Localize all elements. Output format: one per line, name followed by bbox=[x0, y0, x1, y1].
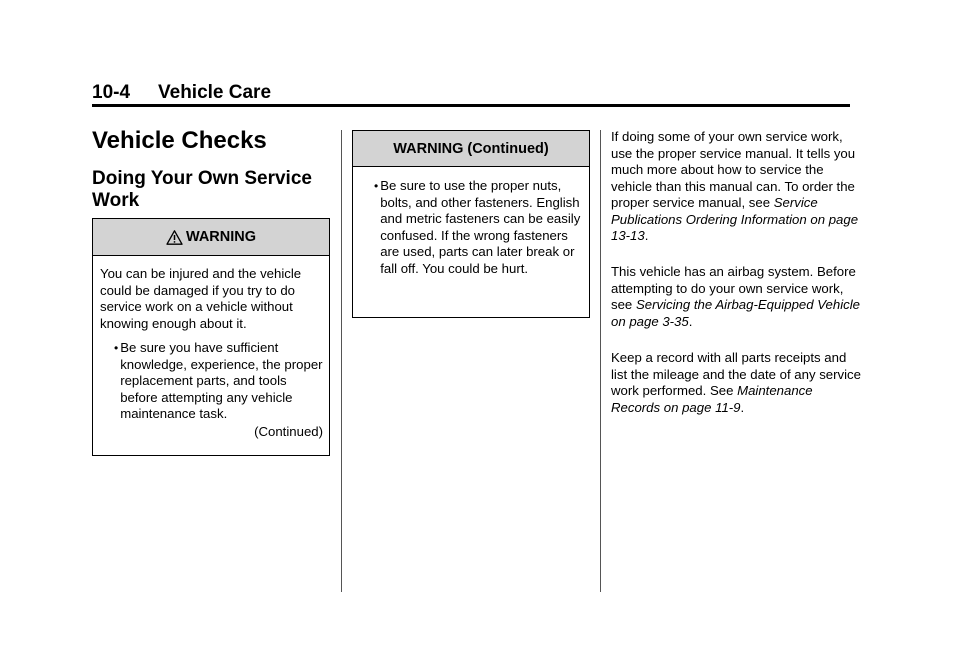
continued-label: (Continued) bbox=[254, 423, 323, 439]
paragraph-text: This vehicle has an airbag system. Before attempting to do your own service work, see bbox=[611, 264, 856, 312]
paragraph-end: . bbox=[740, 399, 745, 415]
cross-reference-link[interactable]: Servicing the Airbag-Equipped Vehicle on page 3-35 bbox=[611, 297, 861, 329]
paragraph-end: . bbox=[644, 228, 649, 243]
warning-continued-box bbox=[352, 130, 590, 318]
bullet-icon: • bbox=[114, 341, 119, 355]
list-item bbox=[360, 178, 583, 277]
page-header bbox=[92, 80, 850, 107]
warning-body bbox=[93, 256, 329, 446]
warning-text: You can be injured and the vehicle could be damaged if you try to do service work on a vehicle without knowing enough about it. bbox=[100, 266, 302, 331]
warning-triangle-icon bbox=[166, 230, 183, 245]
warning-box bbox=[92, 218, 330, 456]
paragraph-records bbox=[611, 350, 861, 416]
paragraph-end: . bbox=[688, 313, 693, 329]
column-divider-1 bbox=[341, 130, 342, 592]
warning-continued-header bbox=[353, 131, 589, 167]
section-title: Vehicle Care bbox=[158, 82, 272, 103]
warning-header bbox=[93, 219, 329, 256]
warning-continued-title: WARNING (Continued) bbox=[393, 140, 549, 157]
warning-continued-body bbox=[353, 167, 589, 283]
cross-reference-link[interactable]: Service Publications Ordering Information on page 13-13 bbox=[611, 195, 859, 243]
section-heading: Doing Your Own Service Work bbox=[92, 168, 312, 211]
page-number: 10-4 bbox=[92, 82, 131, 103]
paragraph-text: Keep a record with all parts receipts and list the mileage and the date of any service work performed. See bbox=[611, 350, 861, 398]
list-item-text: Be sure you have sufficient knowledge, experience, the proper replacement parts, and tools before attempting any vehicle maintenance task. bbox=[120, 340, 323, 421]
column-divider-2 bbox=[600, 130, 601, 592]
paragraph-service-manual bbox=[611, 129, 861, 245]
page-title: Vehicle Checks bbox=[92, 127, 267, 154]
paragraph-airbag bbox=[611, 264, 861, 330]
list-item bbox=[100, 340, 323, 423]
paragraph-text: If doing some of your own service work, use the proper service manual. It tells you much more about how to service the vehicle than this manual can. To order the proper service manual, see bbox=[611, 129, 856, 210]
bullet-icon: • bbox=[374, 179, 379, 193]
list-item-text: Be sure to use the proper nuts, bolts, and other fasteners. English and metric fasteners can be easily confused. If the wrong fasteners are used, parts can later break or fall off. You could be hurt. bbox=[380, 178, 581, 276]
cross-reference-link[interactable]: Maintenance Records on page 11-9 bbox=[611, 383, 813, 415]
warning-title: WARNING bbox=[185, 229, 257, 245]
